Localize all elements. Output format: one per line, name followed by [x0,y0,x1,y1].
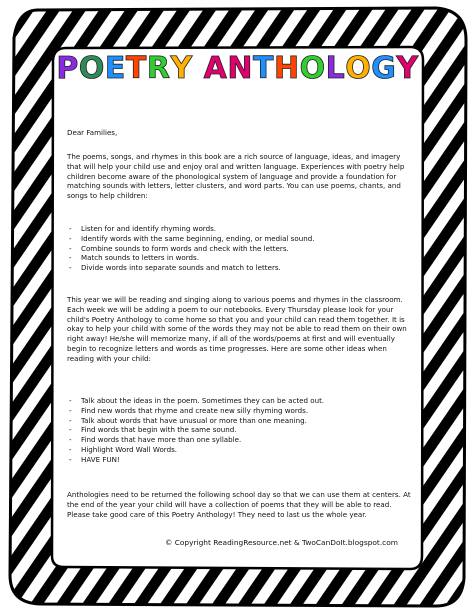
list-item: - Find new words that rhyme and create new silly rhyming words. [67,406,412,416]
list-item: - Find words that have more than one syllable. [67,435,412,445]
title-letter: N [227,51,253,86]
title-letter: T [125,51,147,86]
page-title [55,51,420,86]
greeting: Dear Families, [67,128,118,137]
intro-paragraph: The poems, songs, and rhymes in this book are a rich source of language, ideas, and imagery that will help your child use and enjoy oral and written language. Experiences with poetry help children become aware of the phonological system of language and provide a foundation for matching sounds with letters, letter clusters, and word parts. You can use poems, chants, and songs to help children: [67,152,405,201]
title-letter: P [56,51,79,86]
title-letter: A [203,51,228,86]
list-item: - Highlight Word Wall Words. [67,445,412,455]
list-item: - Find words that begin with the same sound. [67,425,412,435]
skills-list [67,224,412,273]
title-letter [193,54,204,84]
list-item: - Listen for and identify rhyming words. [67,224,412,234]
title-letter: L [325,51,346,86]
middle-paragraph: This year we will be reading and singing along to various poems and rhymes in the classroom. Each week we will be adding a poem to our notebooks. Every Thursday please look for your child's Poetry Anthology to come home so that you and your child can read them together. It is okay to help your child with some of the words they may not be able to read them on their own right away! He/she will memorize many, if all of the words/poems at first and will eventually begin to recognize letters and words as time progresses. Here are some other ideas when reading with your child: [67,295,407,363]
list-item: - Divide words into separate sounds and match to letters. [67,263,412,273]
copyright-notice: © Copyright ReadingResource.net & TwoCanDoIt.blogspot.com [165,538,398,547]
title-letter: H [273,51,300,86]
list-item: - Combine sounds to form words and check with the letters. [67,244,412,254]
title-letter: Y [396,51,419,86]
list-item: - Talk about the ideas in the poem. Sometimes they can be acted out. [67,396,412,406]
title-letter: O [299,51,326,86]
title-letter: Y [170,51,193,86]
ideas-list [67,396,412,464]
list-item: - Talk about words that have unusual or more than one meaning. [67,416,412,426]
title-letter: E [104,51,126,86]
list-item: - Match sounds to letters in words. [67,253,412,263]
title-letter: G [371,51,397,86]
closing-paragraph: Anthologies need to be returned the following school day so that we can use them at centers. At the end of the year your child will have a collection of poems that they will be able to read. Please take good care of this Poetry Anthology! They need to last us the whole year. [67,490,411,519]
list-item: - HAVE FUN! [67,455,412,465]
title-letter: R [146,51,171,86]
title-letter: T [253,51,274,86]
title-letter: O [345,51,372,86]
letter-sheet [55,50,420,563]
list-item: - Identify words with the same beginning, ending, or medial sound. [67,234,412,244]
title-letter: O [78,51,105,86]
